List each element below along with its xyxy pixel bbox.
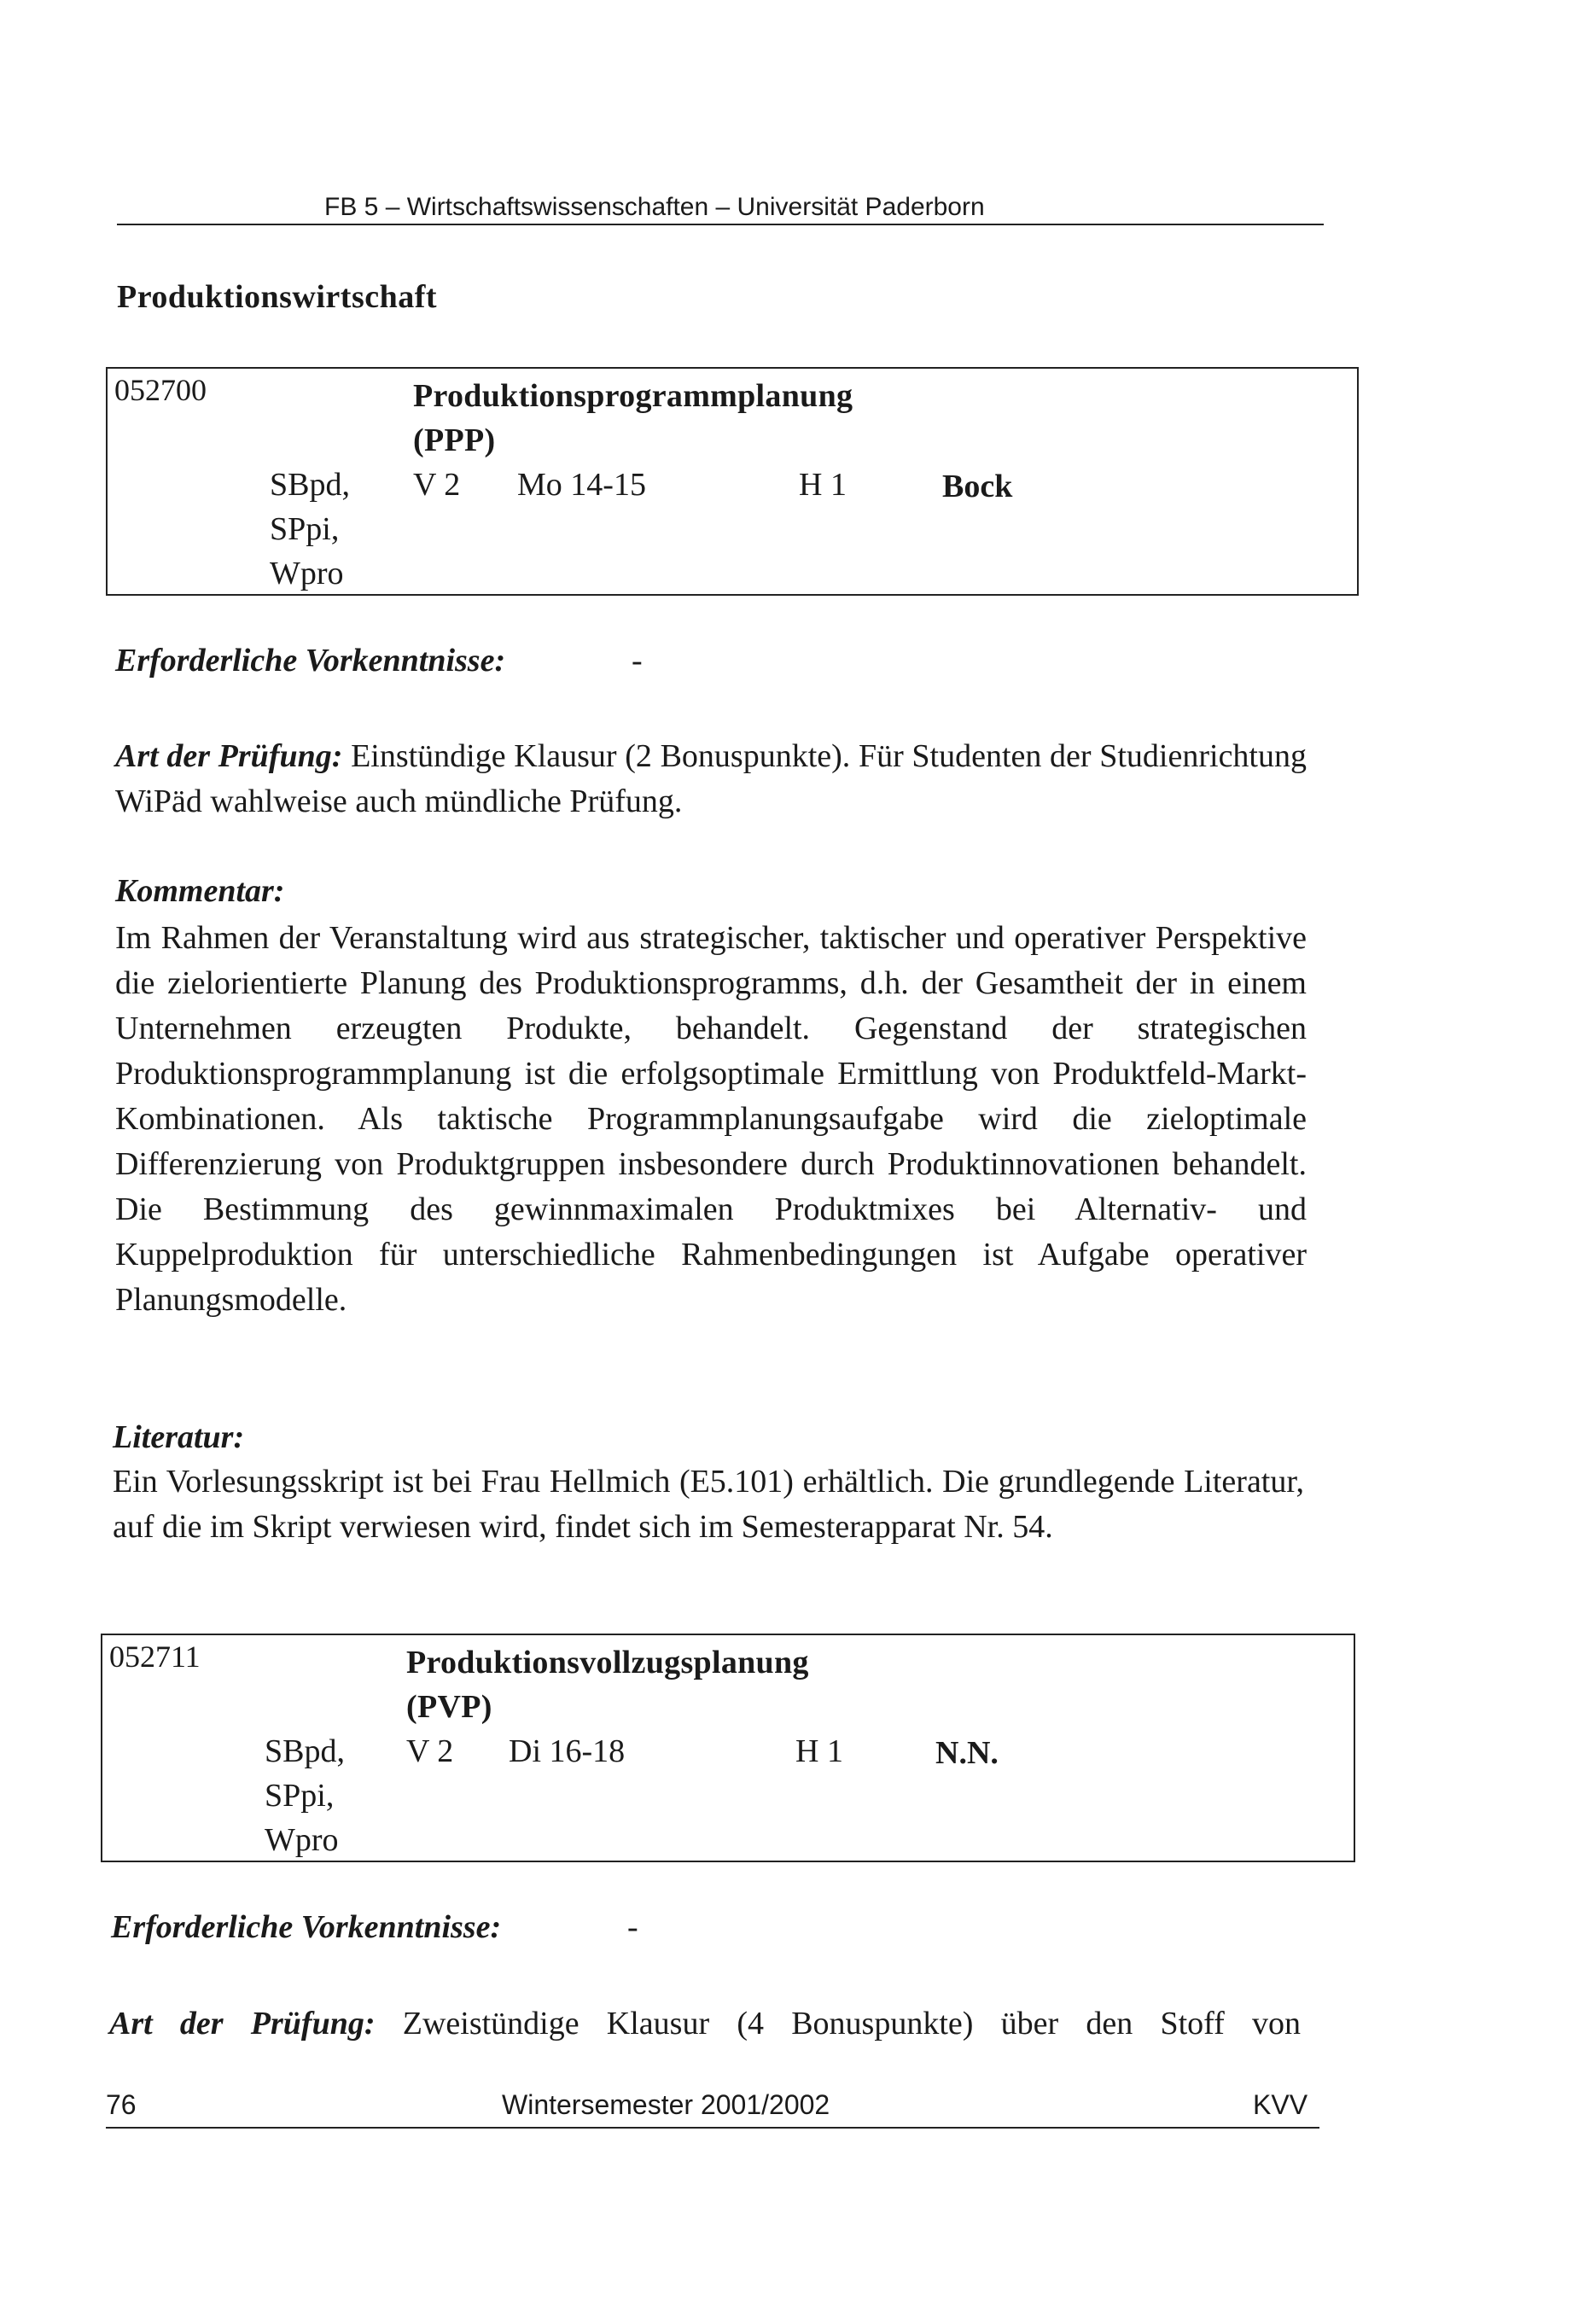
literature-label: Literatur: [113,1419,245,1455]
course-lecturer: N.N. [935,1735,999,1771]
course-program: SPpi, [270,511,340,547]
course-title: Produktionsvollzugsplanung [406,1645,809,1680]
course-time: Di 16-18 [509,1733,626,1769]
course-box-052700 [106,367,1359,596]
course-box-052711 [101,1634,1355,1862]
exam-paragraph [115,734,1307,824]
course-room: H 1 [795,1733,843,1769]
exam-text: Zweistündige Klausur (4 Bonuspunkte) über den Stoff von [402,2006,1301,2042]
exam-text: Einstündige Klausur (2 Bonuspunkte). Für Studenten der Studienrichtung WiPäd wahlweise auch mündliche Prüfung. [115,738,1307,819]
course-program: SBpd, [270,467,350,503]
course-program: SPpi, [265,1778,335,1814]
course-room: H 1 [799,467,847,503]
course-program: Wpro [270,556,344,591]
course-program: SBpd, [265,1733,345,1769]
page-number: 76 [106,2089,137,2120]
course-title-abbrev: (PPP) [413,422,496,458]
course-program: Wpro [265,1822,339,1858]
prereq-value: - [632,643,643,679]
course-number: 052700 [114,373,207,407]
exam-paragraph [109,2001,1301,2047]
footer-semester: Wintersemester 2001/2002 [502,2089,830,2120]
comment-text: Im Rahmen der Veranstaltung wird aus strategischer, taktischer und operativer Perspektive die zielorientierte Planung des Produktionsprogramms, d.h. der Gesamtheit der in einem Unternehmen erzeugten Produkte, behandelt. Gegenstand der strategischen Produktionsprogrammplanung ist die erfolgsoptimale Ermittlung von Produktfeld-Markt-Kombinationen. Als taktische Programmplanungsaufgabe wird die zieloptimale Differenzierung von Produktgruppen insbesondere durch Produktinnovationen behandelt. Die Bestimmung des gewinnmaximalen Produktmixes bei Alternativ- und Kuppelproduktion für unterschiedliche Rahmenbedingungen ist Aufgabe operativer Planungsmodelle. [115,920,1307,1318]
footer-rule [106,2127,1319,2129]
footer-code: KVV [1253,2089,1308,2120]
prereq-label: Erforderliche Vorkenntnisse: [111,1909,502,1945]
course-number: 052711 [109,1640,201,1674]
course-lecturer: Bock [942,469,1013,504]
course-type: V 2 [413,467,461,503]
course-type: V 2 [406,1733,454,1769]
prereq-label: Erforderliche Vorkenntnisse: [115,643,506,679]
exam-label: Art der Prüfung: [109,2006,376,2042]
course-time: Mo 14-15 [517,467,646,503]
comment-label: Kommentar: [115,873,285,909]
prereq-value: - [627,1909,638,1945]
course-title-abbrev: (PVP) [406,1689,492,1725]
literature-text: Ein Vorlesungsskript ist bei Frau Hellmich (E5.101) erhältlich. Die grundlegende Literatur, auf die im Skript verwiesen wird, findet sich im Semesterapparat Nr. 54. [113,1464,1304,1545]
section-title: Produktionswirtschaft [117,279,438,315]
page-header: FB 5 – Wirtschaftswissenschaften – Universität Paderborn [324,193,985,221]
course-title: Produktionsprogrammplanung [413,378,853,414]
exam-label: Art der Prüfung: [115,738,343,774]
header-rule [117,224,1324,225]
